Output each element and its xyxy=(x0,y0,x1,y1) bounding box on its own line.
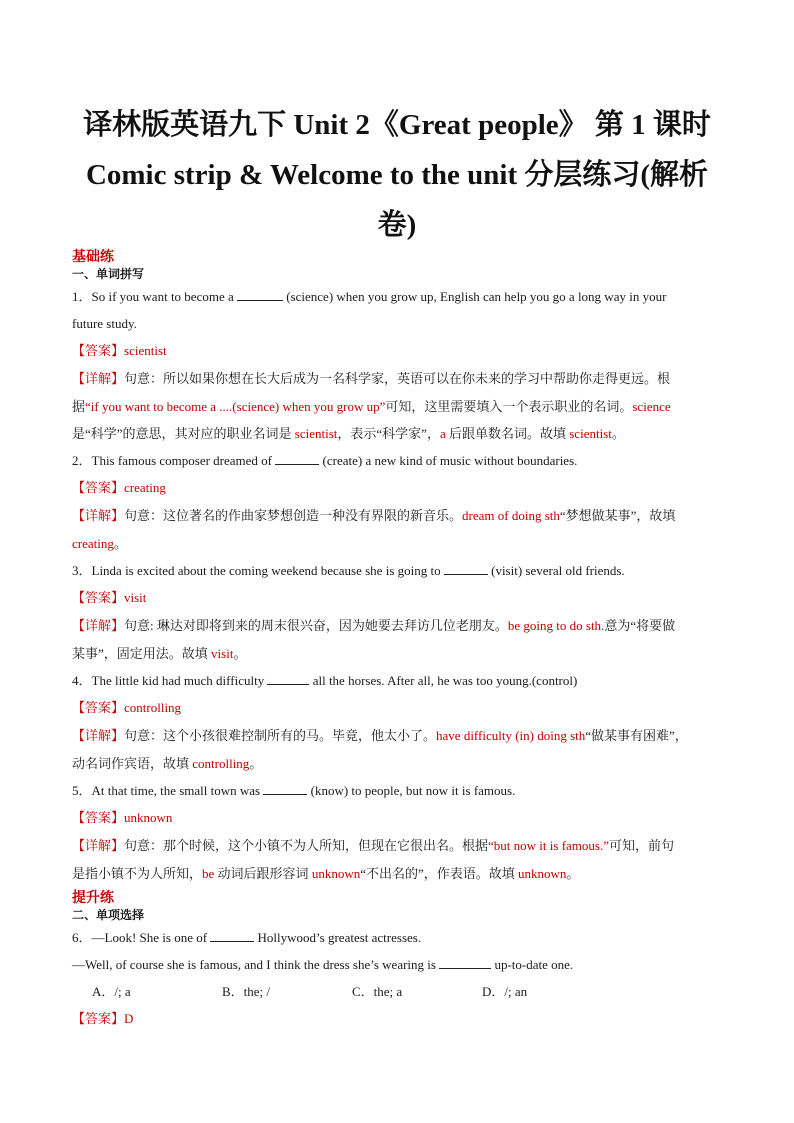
detail-line: 【详解】句意：那个时候，这个小镇不为人所知，但现在它很出名。根据“but now it is famous.”可知，前句 xyxy=(72,838,675,854)
question-1: 1．So if you want to become a (science) when you grow up, English can help you go a long way in your future study. 【答案】scientist 【详解】句意：所以如果你想在长大后成为一名科学家，英语可以在你未来的学习中帮助你走得更远。根 据“if you want to become a ....(science) when you grow up”可知，这里需要填入一个表示职业的名词。science 是“科学”的意思，其对应的职业名词是 scientist，表示“科学家”，a 后跟单数名词。故填 scientist。 xyxy=(72,283,732,447)
question-2: 2．This famous composer dreamed of (create) a new kind of music without boundaries. 【答案】creating 【详解】句意：这位著名的作曲家梦想创造一种没有界限的新音乐。dream of doing sth“梦想做某事”，故填 creating。 xyxy=(72,447,732,557)
answer-blank xyxy=(444,561,488,575)
section-advanced-heading: 提升练 xyxy=(72,890,114,906)
choice-options xyxy=(72,978,732,1005)
answer-line: 【答案】visit xyxy=(72,590,147,606)
detail-line: 【详解】句意: 琳达对即将到来的周末很兴奋，因为她要去拜访几位老朋友。be going to do sth.意为“将要做 xyxy=(72,618,676,634)
question-4: 4．The little kid had much difficulty all the horses. After all, he was too young.(control) 【答案】controlling 【详解】句意：这个小孩很难控制所有的马。毕竟，他太小了。have difficulty (in) doing sth“做某事有困难”， 动名词作宾语，故填 controlling。 xyxy=(72,667,732,777)
option-b[interactable]: B．the; / xyxy=(222,984,271,999)
document-body xyxy=(72,246,732,1033)
option-a[interactable]: A．/; a xyxy=(92,984,131,999)
answer-blank xyxy=(267,671,309,685)
section-basic-heading: 基础练 xyxy=(72,249,114,265)
detail-line: 【详解】句意：这个小孩很难控制所有的马。毕竟，他太小了。have difficulty (in) doing sth“做某事有困难”， xyxy=(72,728,688,744)
question-5: 5．At that time, the small town was (know) to people, but now it is famous. 【答案】unknown 【详解】句意：那个时候，这个小镇不为人所知，但现在它很出名。根据“but now it is famous.”可知，前句 是指小镇不为人所知，be 动词后跟形容词 unknown“不出名的”，作表语。故填 unknown。 xyxy=(72,777,732,887)
detail-line: 【详解】句意：这位著名的作曲家梦想创造一种没有界限的新音乐。dream of doing sth“梦想做某事”，故填 xyxy=(72,508,676,524)
title-line-3: 卷) xyxy=(377,209,417,241)
question-6: 6．—Look! She is one of Hollywood’s greatest actresses. —Well, of course she is famous, and I think the dress she’s wearing is up-to-date one. A．/; a B．the; / C．the; a D．/; an 【答案】D xyxy=(72,924,732,1033)
question-3: 3．Linda is excited about the coming weekend because she is going to (visit) several old friends. 【答案】visit 【详解】句意: 琳达对即将到来的周末很兴奋，因为她要去拜访几位老朋友。be going to do sth.意为“将要做 某事”，固定用法。故填 visit。 xyxy=(72,557,732,667)
answer-blank xyxy=(210,928,254,942)
answer-blank xyxy=(263,781,307,795)
title-line-1: 译林版英语九下 Unit 2《Great people》 第 1 课时 xyxy=(83,109,711,141)
option-c[interactable]: C．the; a xyxy=(352,984,403,999)
detail-line: 【详解】句意：所以如果你想在长大后成为一名科学家，英语可以在你未来的学习中帮助你走得更远。根 xyxy=(72,371,671,387)
answer-line: 【答案】unknown xyxy=(72,810,173,826)
answer-line: 【答案】creating xyxy=(72,480,166,496)
title-line-2: Comic strip & Welcome to the unit 分层练习(解析 xyxy=(85,159,709,191)
answer-line: 【答案】controlling xyxy=(72,700,182,716)
part-choice-heading: 二、单项选择 xyxy=(72,908,145,922)
answer-line: 【答案】scientist xyxy=(72,343,167,359)
document-title xyxy=(50,100,744,250)
answer-line: 【答案】D xyxy=(72,1011,134,1027)
answer-blank xyxy=(275,451,319,465)
answer-blank xyxy=(439,955,491,969)
answer-blank xyxy=(237,287,283,301)
part-spelling-heading: 一、单词拼写 xyxy=(72,267,145,281)
option-d[interactable]: D．/; an xyxy=(482,984,528,999)
